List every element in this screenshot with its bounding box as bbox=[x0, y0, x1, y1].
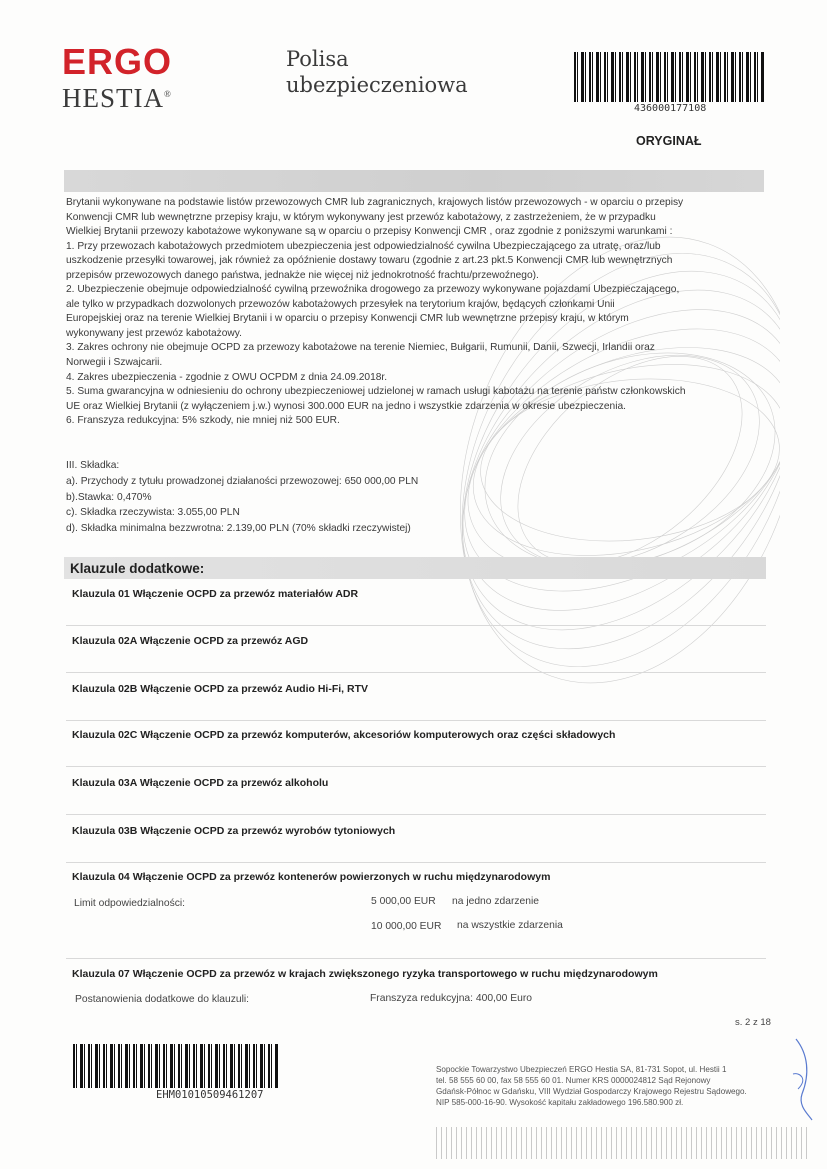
divider bbox=[66, 862, 766, 863]
divider bbox=[66, 720, 766, 721]
bottom-barcode bbox=[73, 1044, 279, 1088]
page-number: s. 2 z 18 bbox=[735, 1017, 771, 1028]
clause-07-value: Franszyza redukcyjna: 400,00 Euro bbox=[370, 993, 532, 1004]
clause-07-label: Postanowienia dodatkowe do klauzuli: bbox=[75, 994, 250, 1005]
body-line: 1. Przy przewozach kabotażowych przedmiotem ubezpieczenia jest odpowiedzialność cywilna Ubezpieczającego za utratę, oraz/lub bbox=[66, 240, 661, 252]
clause-02c: Klauzula 02C Włączenie OCPD za przewóz komputerów, akcesoriów komputerowych oraz części składowych bbox=[72, 729, 616, 741]
divider bbox=[66, 958, 766, 959]
premium-c: c). Składka rzeczywista: 3.055,00 PLN bbox=[66, 507, 240, 519]
body-line: ale tylko w przypadkach dozwolonych przewozów kabotażowych przesyłek na terytorium krajów, będących członkami Unii bbox=[66, 298, 615, 310]
premium-a: a). Przychody z tytułu prowadzonej działaności przewozowej: 650 000,00 PLN bbox=[66, 475, 419, 487]
clauses-heading: Klauzule dodatkowe: bbox=[70, 561, 205, 576]
body-line: 3. Zakres ochrony nie obejmuje OCPD za przewozy kabotażowe na terenie Niemiec, Bułgarii, Rumunii, Danii, Szwecji, Irlandii oraz bbox=[66, 342, 655, 354]
footer-lines-pattern bbox=[436, 1127, 808, 1159]
bottom-barcode-number: EHM01010509461207 bbox=[156, 1089, 264, 1101]
premium-section bbox=[66, 458, 418, 537]
body-line: uszkodzenie przesyłki towarowej, jak również za opóźnienie dostawy towaru (zgodnie z art.23 pkt.5 Konwencji CMR lub wewnętrznych bbox=[66, 255, 673, 267]
divider bbox=[66, 672, 766, 673]
premium-d: d). Składka minimalna bezzwrotna: 2.139,00 PLN (70% składki rzeczywistej) bbox=[66, 523, 411, 535]
clause-04-limit-label: Limit odpowiedzialności: bbox=[74, 898, 186, 909]
body-line: 6. Franszyza redukcyjna: 5% szkody, nie mniej niż 500 EUR. bbox=[66, 415, 340, 427]
body-line: 2. Ubezpieczenie obejmuje odpowiedzialność cywilną przewoźnika drogowego za przewozy wykonywane pojazdami Ubezpieczającego, bbox=[66, 284, 680, 296]
body-line: 5. Suma gwarancyjna w odniesieniu do ochrony ubezpieczeniowej udzielonej w ramach usługi kabotażu na terenie państw członkowskich bbox=[66, 386, 686, 398]
body-line: 4. Zakres ubezpieczenia - zgodnie z OWU OCPDM z dnia 24.09.2018r. bbox=[66, 371, 388, 383]
original-label: ORYGINAŁ bbox=[636, 134, 702, 148]
body-line: UE oraz Wielkiej Brytanii (z wyłączeniem j.w.) wynosi 300.000 EUR na jedno i wszystkie zdarzenia w okresie ubezpieczenia. bbox=[66, 400, 626, 412]
top-barcode bbox=[574, 52, 764, 102]
clause-03b: Klauzula 03B Włączenie OCPD za przewóz wyrobów tytoniowych bbox=[72, 825, 396, 837]
body-line: Europejskiej oraz na terenie Wielkiej Brytanii i w oparciu o przepisy Konwencji CMR lub wewnętrzne przepisy kraju, w którym bbox=[66, 313, 629, 325]
clause-04-amount-1: 5 000,00 EUR bbox=[371, 896, 436, 907]
premium-b: b).Stawka: 0,470% bbox=[66, 491, 152, 503]
body-line: Konwencji CMR lub wewnętrzne przepisy kraju, w którym wykonywany jest przewóz kabotażowy, z zastrzeżeniem, że w przypadku bbox=[66, 211, 656, 223]
body-line: przepisów przewozowych danego państwa, jednakże nie więcej niż jednokrotność frachtu/przewoźnego). bbox=[66, 269, 539, 281]
section-band bbox=[64, 170, 764, 192]
signature bbox=[788, 1034, 818, 1124]
ergo-logo-text: ERGO bbox=[62, 41, 173, 82]
divider bbox=[66, 766, 766, 767]
premium-title: III. Składka: bbox=[66, 460, 120, 471]
clause-02b: Klauzula 02B Włączenie OCPD za przewóz Audio Hi-Fi, RTV bbox=[72, 683, 368, 695]
body-line: Wielkiej Brytanii przewozy kabotażowe wykonywane są w oparciu o przepisy Konwencji CMR , oraz zgodnie z poniższymi warunkami : bbox=[66, 226, 673, 238]
page-title: Polisa ubezpieczeniowa bbox=[286, 47, 468, 97]
body-line: Norwegii i Szwajcarii. bbox=[66, 357, 163, 369]
clause-02a: Klauzula 02A Włączenie OCPD za przewóz AGD bbox=[72, 635, 309, 647]
clause-04-desc-2: na wszystkie zdarzenia bbox=[457, 920, 563, 931]
clause-01: Klauzula 01 Włączenie OCPD za przewóz materiałów ADR bbox=[72, 588, 359, 600]
body-line: Brytanii wykonywane na podstawie listów przewozowych CMR lub zagranicznych, krajowych listów przewozowych - w oparciu o przepisy bbox=[66, 197, 684, 208]
company-info: Sopockie Towarzystwo Ubezpieczeń ERGO Hestia SA, 81-731 Sopot, ul. Hestii 1 tel. 58 555 60 00, fax 58 555 60 01. Numer KRS 0000024812 Sąd Rejonowy Gdańsk-Północ w Gdańsku, VIII Wydział Gospodarczy Krajowego Rejestru Sądowego. NIP 585-000-16-90. Wysokość kapitału zakładowego 196.580.900 zł. bbox=[436, 1065, 747, 1107]
clause-04: Klauzula 04 Włączenie OCPD za przewóz kontenerów powierzonych w ruchu międzynarodowym bbox=[72, 871, 551, 883]
clause-04-desc-1: na jedno zdarzenie bbox=[452, 896, 540, 907]
clause-04-amount-2: 10 000,00 EUR bbox=[371, 921, 442, 932]
divider bbox=[66, 814, 766, 815]
policy-conditions-text bbox=[66, 196, 766, 429]
clause-07: Klauzula 07 Włączenie OCPD za przewóz w krajach zwiększonego ryzyka transportowego w ruchu międzynarodowym bbox=[72, 968, 658, 980]
divider bbox=[66, 625, 766, 626]
body-line: wykonywany jest przewóz kabotażowy. bbox=[66, 327, 242, 339]
clause-03a: Klauzula 03A Włączenie OCPD za przewóz alkoholu bbox=[72, 777, 329, 789]
hestia-logo-text: HESTIA® bbox=[62, 83, 172, 113]
barcode-number: 436000177108 bbox=[634, 103, 707, 114]
